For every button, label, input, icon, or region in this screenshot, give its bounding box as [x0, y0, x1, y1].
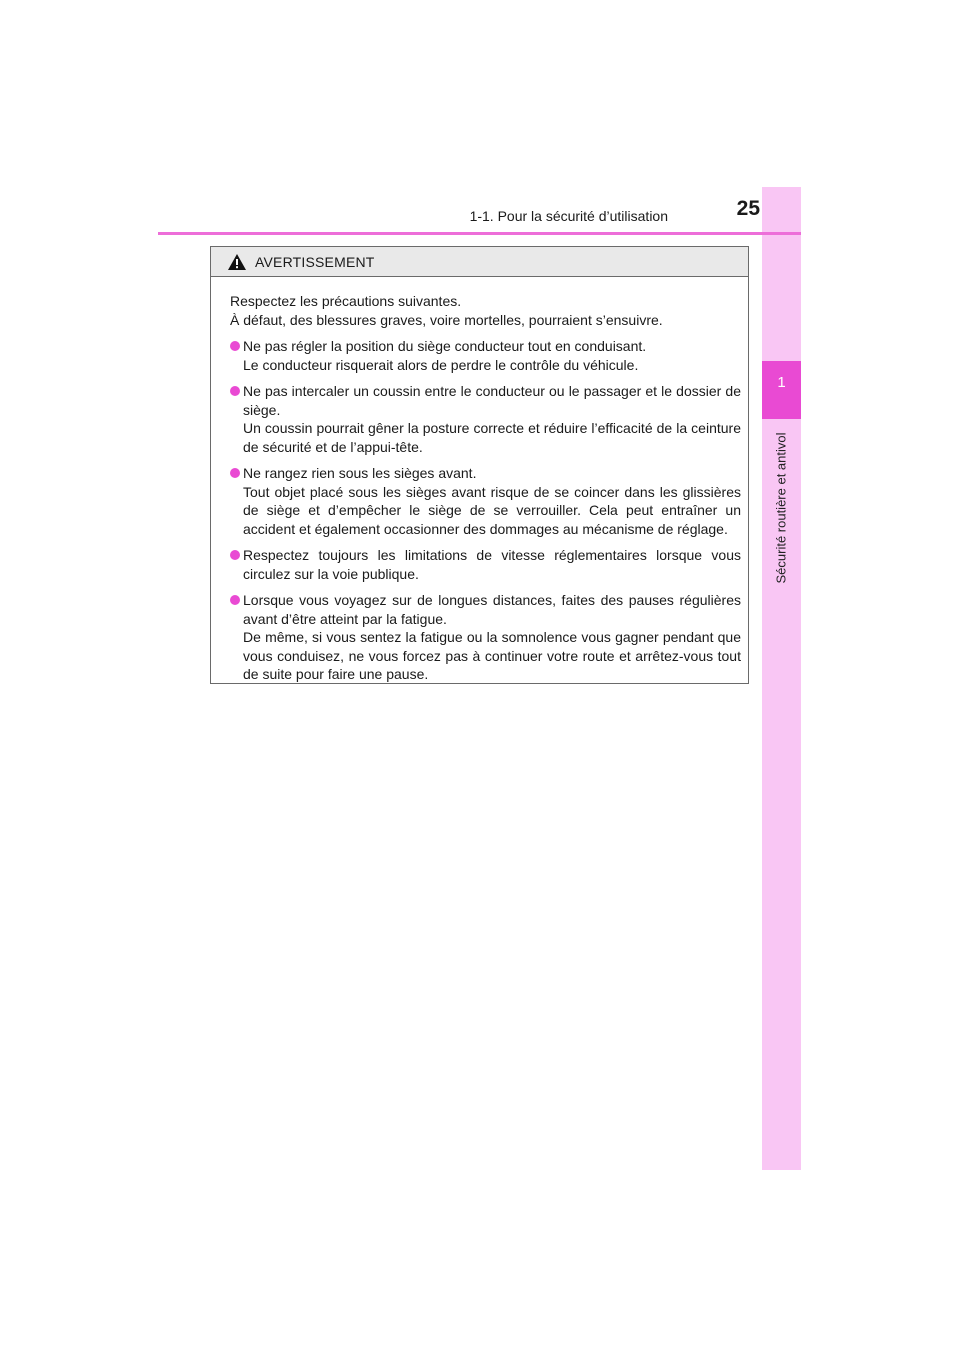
bullet-paragraph: Respectez toujours les limitations de vitesse réglementaires lorsque vous circulez sur la voie publique. — [243, 547, 741, 582]
side-chapter-title-text: Sécurité routière et antivol — [773, 432, 789, 584]
bullet-paragraph: Un coussin pourrait gêner la posture correcte et réduire l’efficacité de la ceinture de sécurité et de l’appui-tête. — [243, 420, 741, 455]
side-chapter-tab — [762, 187, 801, 1170]
warning-bullet-item — [230, 337, 741, 374]
warning-intro-line: À défaut, des blessures graves, voire mortelles, pourraient s’ensuivre. — [230, 311, 663, 328]
header-section-title: 1-1. Pour la sécurité d’utilisation — [469, 208, 668, 224]
warning-bullet-item — [230, 546, 741, 583]
bullet-text — [243, 382, 741, 456]
warning-bullet-item — [230, 591, 741, 684]
bullet-dot-icon — [230, 595, 240, 605]
bullet-dot-icon — [230, 468, 240, 478]
bullet-dot-icon — [230, 386, 240, 396]
warning-header — [211, 247, 748, 277]
bullet-paragraph: De même, si vous sentez la fatigue ou la somnolence vous gagner pendant que vous conduisez, ne vous forcez pas à continuer votre route et arrêtez-vous tout de suite pour faire une pause. — [243, 629, 741, 682]
header-rule — [158, 232, 801, 235]
warning-bullet-item — [230, 464, 741, 538]
bullet-text — [243, 337, 741, 374]
bullet-paragraph: Le conducteur risquerait alors de perdre le contrôle du véhicule. — [243, 356, 639, 373]
side-chapter-number: 1 — [777, 374, 786, 391]
warning-title: AVERTISSEMENT — [255, 253, 375, 270]
warning-box — [210, 246, 749, 684]
warning-intro — [230, 292, 741, 329]
warning-triangle-icon — [227, 253, 247, 271]
page-number: 25 — [736, 197, 760, 220]
bullet-dot-icon — [230, 341, 240, 351]
bullet-paragraph: Tout objet placé sous les sièges avant risque de se coincer dans les glissières de siège et d’empêcher le siège de se verrouiller. Cela peut entraîner un accident et également occasionner des dommages au mécanisme de réglage. — [243, 483, 741, 537]
bullet-paragraph: Lorsque vous voyagez sur de longues distances, faites des pauses régulières avant d’être atteint par la fatigue. — [243, 592, 741, 627]
warning-intro-line: Respectez les précautions suivantes. — [230, 293, 462, 309]
bullet-text — [243, 591, 741, 684]
bullet-paragraph: Ne pas régler la position du siège conducteur tout en conduisant. — [243, 338, 647, 354]
warning-body — [211, 277, 748, 684]
bullet-dot-icon — [230, 550, 240, 560]
warning-bullet-item — [230, 382, 741, 456]
bullet-paragraph: Ne pas intercaler un coussin entre le conducteur ou le passager et le dossier de siège. — [243, 383, 741, 418]
bullet-text — [243, 464, 741, 538]
bullet-text — [243, 546, 741, 583]
bullet-paragraph: Ne rangez rien sous les sièges avant. — [243, 465, 477, 481]
